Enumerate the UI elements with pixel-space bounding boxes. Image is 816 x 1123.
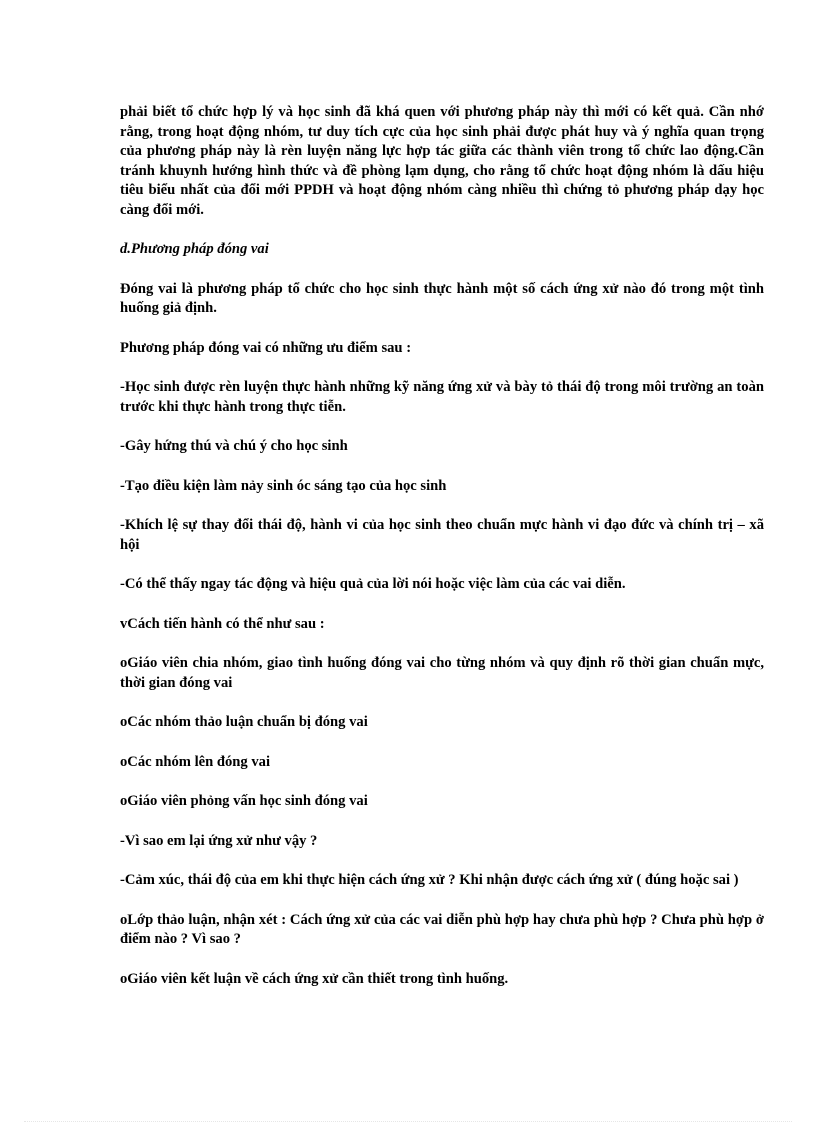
- paragraph-advantages-intro: Phương pháp đóng vai có những ưu điểm sau :: [120, 339, 412, 356]
- paragraph-procedure-intro: vCách tiến hành có thể như sau :: [120, 615, 325, 632]
- paragraph-group-work-conclusion: phải biết tổ chức hợp lý và học sinh đã khá quen với phương pháp này thì mới có kết quả. Cần nhớ rằng, trong hoạt động nhóm, tư duy tích cực của học sinh phải được phát huy và ý nghĩa quan trọng của phương pháp này là rèn luyện năng lực hợp tác giữa các thành viên trong tổ chức lao động.Cần tránh khuynh hướng hình thức và đề phòng lạm dụng, cho rằng tổ chức hoạt động nhóm là dấu hiệu tiêu biểu nhất của đổi mới PPDH và hoạt động nhóm càng nhiều thì chứng tỏ phương pháp dạy học càng đổi mới.: [120, 104, 764, 218]
- paragraph-advantage-creativity: -Tạo điều kiện làm nảy sinh óc sáng tạo của học sinh: [120, 477, 447, 494]
- paragraph-question-feelings: -Cảm xúc, thái độ của em khi thực hiện cách ứng xử ? Khi nhận được cách ứng xử ( đúng hoặc sai ): [120, 872, 739, 888]
- page-bottom-divider: [24, 1121, 792, 1122]
- paragraph-step-perform: oCác nhóm lên đóng vai: [120, 753, 271, 770]
- paragraph-advantage-behavior: -Khích lệ sự thay đổi thái độ, hành vi của học sinh theo chuẩn mực hành vi đạo đức và chính trị – xã hội: [120, 517, 764, 553]
- paragraph-step-interview: oGiáo viên phỏng vấn học sinh đóng vai: [120, 793, 368, 809]
- paragraph-advantage-impact: -Có thể thấy ngay tác động và hiệu quả của lời nói hoặc việc làm của các vai diễn.: [120, 576, 626, 592]
- paragraph-step-discuss: oCác nhóm thảo luận chuẩn bị đóng vai: [120, 714, 368, 730]
- paragraph-step-class-discussion: oLớp thảo luận, nhận xét : Cách ứng xử của các vai diễn phù hợp hay chưa phù hợp ? Chưa phù hợp ở điểm nào ? Vì sao ?: [120, 911, 764, 947]
- paragraph-step-assign-groups: oGiáo viên chia nhóm, giao tình huống đóng vai cho từng nhóm và quy định rõ thời gian chuẩn mực, thời gian đóng vai: [120, 655, 764, 691]
- paragraph-advantage-interest: -Gây hứng thú và chú ý cho học sinh: [120, 438, 348, 454]
- document-page: [120, 103, 764, 1009]
- paragraph-advantage-practice: -Học sinh được rèn luyện thực hành những kỹ năng ứng xử và bày tỏ thái độ trong môi trường an toàn trước khi thực hành trong thực tiễn.: [120, 379, 764, 415]
- paragraph-step-teacher-conclusion: oGiáo viên kết luận về cách ứng xử cần thiết trong tình huống.: [120, 970, 509, 987]
- paragraph-definition: Đóng vai là phương pháp tổ chức cho học sinh thực hành một số cách ứng xử nào đó trong một tình huống giả định.: [120, 280, 764, 316]
- section-heading-role-play: d.Phương pháp đóng vai: [120, 241, 269, 257]
- paragraph-question-why: -Vì sao em lại ứng xử như vậy ?: [120, 832, 318, 849]
